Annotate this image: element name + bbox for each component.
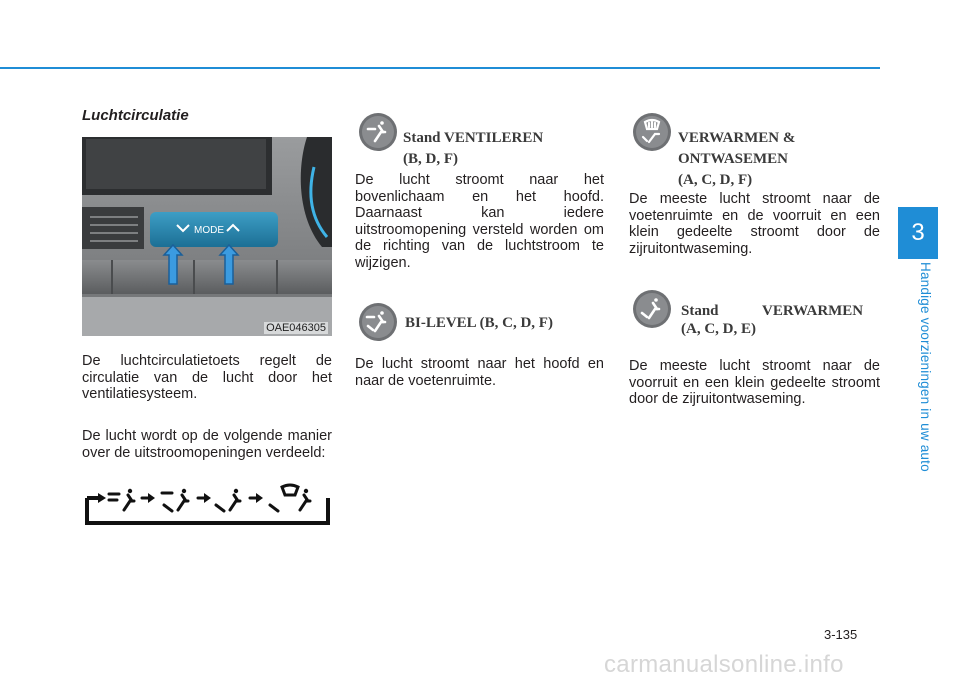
mode-button-label: MODE bbox=[194, 225, 224, 236]
floor-defrost-heading-1: VERWARMEN & bbox=[678, 130, 796, 146]
bi-level-text: De lucht stroomt naar het hoofd en naar de voetenruimte. bbox=[355, 356, 604, 389]
mode-sequence-diagram bbox=[84, 483, 332, 529]
floor-icon bbox=[216, 489, 240, 511]
image-code: OAE046305 bbox=[266, 322, 326, 334]
chapter-title: Handige voorzieningen in uw auto bbox=[918, 262, 933, 472]
floor-mode-icon bbox=[632, 289, 672, 329]
ventileren-text: De lucht stroomt naar het bovenlichaam en het hoofd. Daarnaast kan iedere uitstroomopening versteld worden om de richting van de luchtstroom te wijzigen. bbox=[355, 172, 604, 271]
floor-defrost-icon bbox=[270, 485, 310, 511]
floor-heading-2: (A, C, D, E) bbox=[681, 321, 756, 337]
ventileren-heading-1: Stand VENTILEREN bbox=[403, 130, 544, 146]
ventileren-heading-2: (B, D, F) bbox=[403, 151, 458, 167]
bi-level-heading: BI-LEVEL (B, C, D, F) bbox=[405, 315, 553, 331]
bi-level-mode-icon bbox=[358, 302, 398, 342]
face-vent-icon bbox=[109, 489, 134, 510]
face-vent-mode-icon bbox=[358, 112, 398, 152]
floor-defrost-text: De meeste lucht stroomt naar de voetenruimte en de voorruit en een klein gedeelte stroomt door de zijruitontwaseming. bbox=[629, 191, 880, 257]
section-title: Luchtcirculatie bbox=[82, 107, 189, 124]
distribution-paragraph: De lucht wordt op de volgende manier over de uitstroomopeningen verdeeld: bbox=[82, 428, 332, 461]
mode-button-photo bbox=[82, 137, 332, 336]
chapter-number-tab: 3 bbox=[898, 207, 938, 259]
page-number: 3-135 bbox=[824, 627, 858, 642]
header-rule bbox=[0, 67, 880, 69]
floor-defrost-mode-icon bbox=[632, 112, 672, 152]
intro-paragraph: De luchtcirculatietoets regelt de circulatie van de lucht door het ventilatiesysteem. bbox=[82, 353, 332, 402]
bi-level-icon bbox=[162, 489, 188, 511]
floor-defrost-heading-3: (A, C, D, F) bbox=[678, 172, 753, 188]
floor-heading-line: Stand VERWARMEN bbox=[681, 303, 864, 319]
watermark: carmanualsonline.info bbox=[604, 651, 844, 678]
floor-text: De meeste lucht stroomt naar de voorruit en een klein gedeelte stroomt door de zijruitontwaseming. bbox=[629, 358, 880, 407]
floor-defrost-heading-2: ONTWASEMEN bbox=[678, 151, 789, 167]
